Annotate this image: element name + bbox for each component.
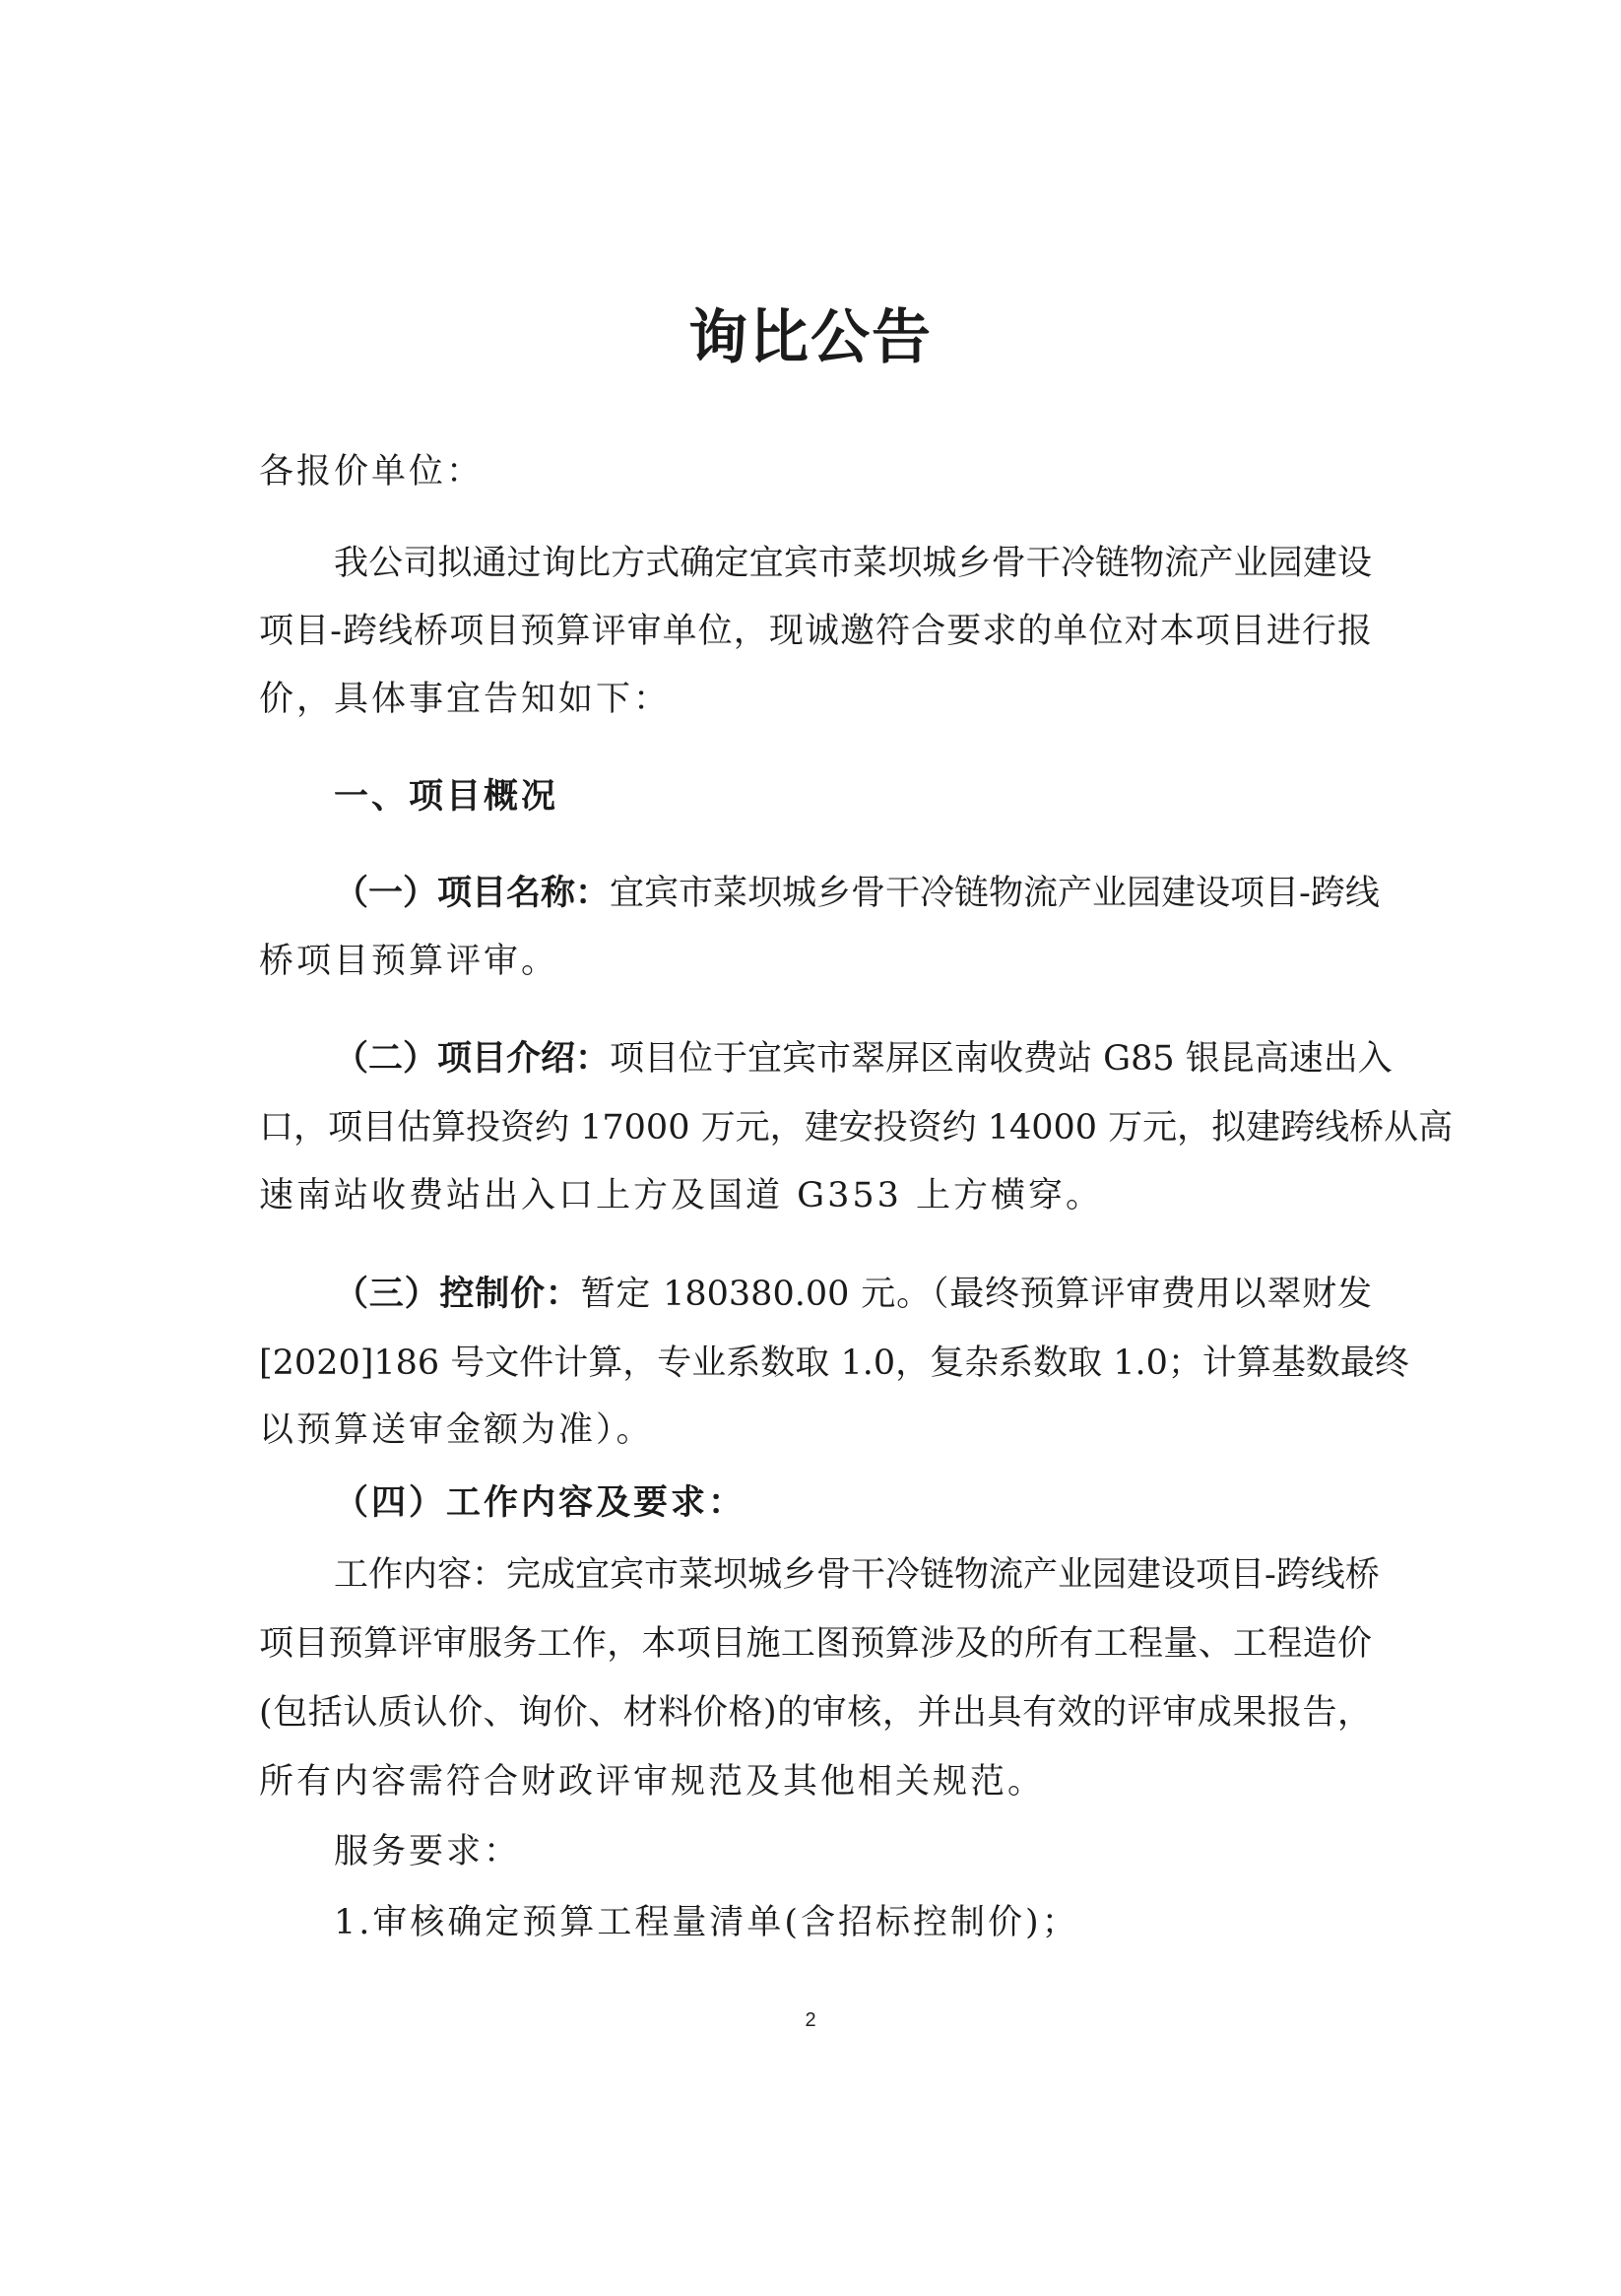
item-1-text: 宜宾市菜坝城乡骨干冷链物流产业园建设项目-跨线 [610,874,1380,913]
intro-line: 我公司拟通过询比方式确定宜宾市菜坝城乡骨干冷链物流产业园建设 [334,544,1372,583]
content-line: 所有内容需符合财政评审规范及其他相关规范。 [259,1762,1046,1802]
item-3-line: [2020]186 号文件计算，专业系数取 1.0，复杂系数取 1.0；计算基数最终 [259,1344,1409,1383]
item-3-text: 暂定 180380.00 元。（最终预算评审费用以翠财发 [580,1275,1372,1314]
item-2-line [334,1035,1393,1082]
item-2-label: （二）项目介绍： [334,1038,611,1079]
item-1-label: （一）项目名称： [334,873,611,913]
item-3-line [334,1271,1372,1318]
page-title: 询比公告 [688,303,933,372]
intro-line: 价，具体事宜告知如下： [259,680,672,719]
salutation: 各报价单位： [259,452,485,492]
content-line: 项目预算评审服务工作，本项目施工图预算涉及的所有工程量、工程造价 [259,1624,1372,1664]
service-heading: 服务要求： [334,1832,522,1871]
content-line: 工作内容：完成宜宾市菜坝城乡骨干冷链物流产业园建设项目-跨线桥 [334,1555,1380,1595]
item-3-label: （三）控制价： [334,1274,581,1314]
item-1-line: 桥项目预算评审。 [259,942,559,981]
section-heading: 一、项目概况 [334,777,559,817]
content-line: (包括认质认价、询价、材料价格)的审核，并出具有效的评审成果报告， [259,1693,1372,1733]
item-2-line: 口，项目估算投资约 17000 万元，建安投资约 14000 万元，拟建跨线桥从高 [259,1108,1454,1148]
item-3-line: 以预算送审金额为准）。 [259,1410,654,1450]
item-2-line: 速南站收费站出入口上方及国道 G353 上方横穿。 [259,1176,1104,1215]
service-item: 1.审核确定预算工程量清单(含招标控制价)； [334,1903,1079,1942]
page-number: 2 [805,2009,816,2031]
item-2-text: 项目位于宜宾市翠屏区南收费站 G85 银昆高速出入 [610,1039,1393,1079]
item-1-line [334,870,1380,917]
item-4-heading: （四）工作内容及要求： [334,1482,746,1523]
intro-line: 项目-跨线桥项目预算评审单位，现诚邀符合要求的单位对本项目进行报 [259,612,1372,651]
